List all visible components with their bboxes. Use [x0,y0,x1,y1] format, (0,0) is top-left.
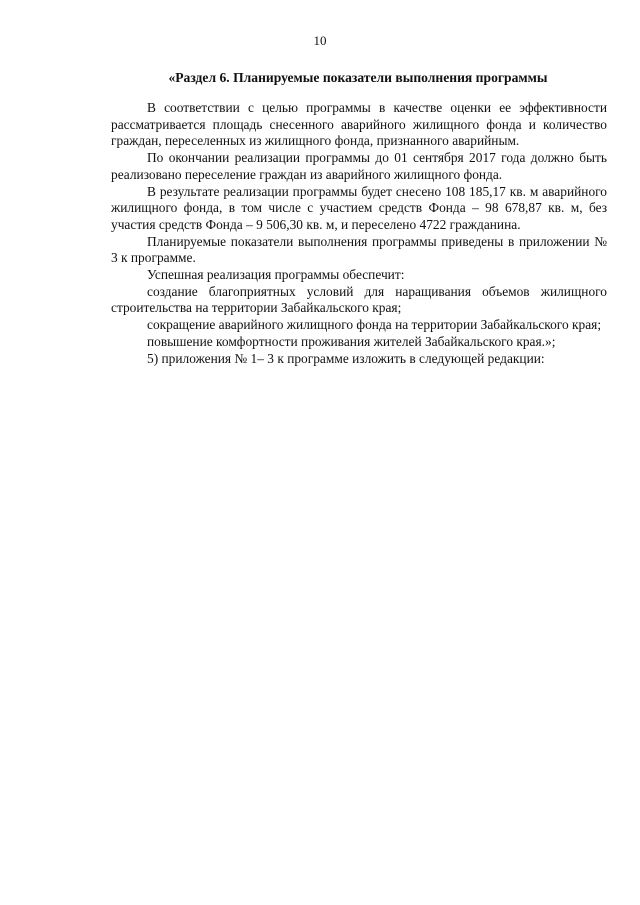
paragraph-outcome-reduction: сокращение аварийного жилищного фонда на территории Забайкальского края; [147,317,602,333]
paragraph-deadline: По окончании реализации программы до 01 сентября 2017 года должно быть реализовано переселение граждан из аварийного жилищного фонда. [111,150,607,182]
paragraph-outcome-construction: создание благоприятных условий для наращивания объемов жилищного строительства на территории Забайкальского края; [111,283,607,316]
paragraph-outcome-comfort: повышение комфортности проживания жителей Забайкальского края.»; [147,333,556,349]
paragraph-appendix-ref: Планируемые показатели выполнения программы приведены в приложении № 3 к программе. [111,233,607,266]
paragraph-goal: В соответствии с целью программы в качестве оценки ее эффективности рассматривается площадь снесенного аварийного жилищного фонда и количество граждан, переселенных из жилищного фонда, признанного аварийным. [111,100,607,149]
paragraph-results: В результате реализации программы будет снесено 108 185,17 кв. м аварийного жилищного фонда, в том числе с участием средств Фонда – 98 678,87 кв. м, без участия средств Фонда – 9 506,30 кв. м, и переселено 4722 гражданина. [111,183,607,232]
section-heading: «Раздел 6. Планируемые показатели выполнения программы [168,70,548,85]
page-number: 10 [313,33,327,48]
document-body [111,100,607,367]
paragraph-outcomes-intro: Успешная реализация программы обеспечит: [147,267,405,283]
paragraph-amendment: 5) приложения № 1– 3 к программе изложить в следующей редакции: [147,350,545,366]
